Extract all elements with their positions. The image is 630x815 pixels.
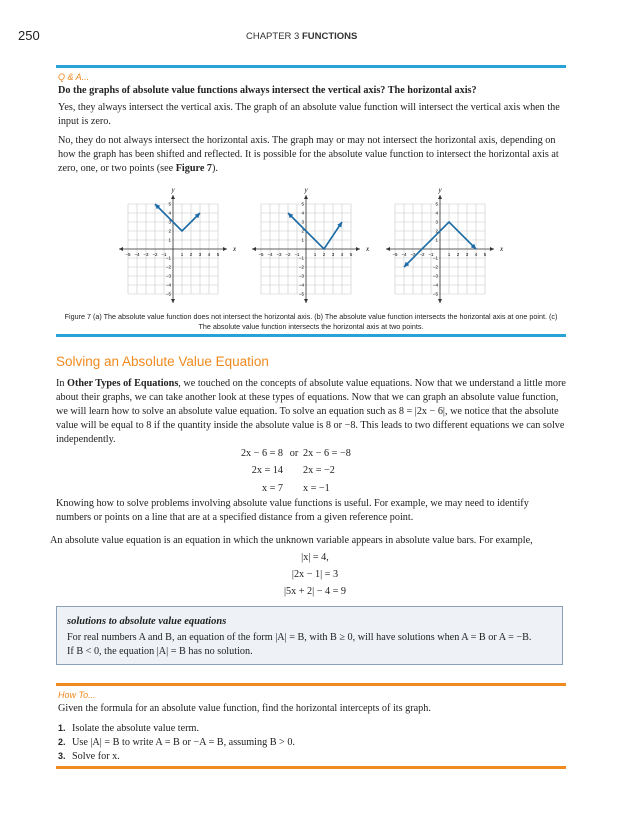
figure-caption <box>56 312 566 332</box>
eq-row-3-right: x = −1 <box>303 483 330 494</box>
y-axis-label: y <box>304 186 308 194</box>
qa-answer-2-text-b: ). <box>212 163 218 174</box>
x-tick-label: 4 <box>207 252 211 257</box>
figure-caption-text-1: (a) The absolute value function does not intersect the horizontal axis. (b) The absolute value function intersects the horizontal axis at one point. (c) <box>92 312 558 321</box>
qa-question: Do the graphs of absolute value functions always intersect the vertical axis? The horizontal axis? <box>58 85 477 96</box>
x-tick-label: 3 <box>465 252 469 257</box>
x-tick-label: −1 <box>161 252 167 257</box>
definition-box <box>56 606 563 665</box>
x-axis-label: x <box>233 245 237 253</box>
y-tick-label: 4 <box>435 210 438 216</box>
absolute-value-line <box>155 201 200 231</box>
howto-step-1-number: 1. <box>58 723 66 733</box>
eq-row-2-right: 2x = −2 <box>303 465 335 476</box>
y-axis-label: y <box>171 186 175 194</box>
y-tick-label: 1 <box>435 237 438 243</box>
x-tick-label: 2 <box>189 252 193 257</box>
y-tick-label: −2 <box>298 264 304 270</box>
chapter-prefix: CHAPTER 3 <box>246 31 300 42</box>
section-para-1 <box>56 377 566 447</box>
y-tick-label: −3 <box>298 273 304 279</box>
x-tick-label: 5 <box>216 252 220 257</box>
howto-step-2-text: Use |A| = B to write A = B or −A = B, assuming B > 0. <box>72 737 295 748</box>
y-tick-label: −2 <box>432 264 438 270</box>
para-1-bold-ref: Other Types of Equations <box>67 378 179 389</box>
x-tick-label: 2 <box>322 252 326 257</box>
x-tick-label: 3 <box>331 252 335 257</box>
y-tick-label: 1 <box>168 237 171 243</box>
qa-top-rule <box>56 65 566 68</box>
howto-label: How To... <box>58 690 96 700</box>
x-tick-label: −1 <box>428 252 434 257</box>
figure-ref: Figure 7 <box>175 163 213 174</box>
y-tick-label: −4 <box>165 282 171 288</box>
howto-step-1-text: Isolate the absolute value term. <box>72 723 200 734</box>
x-tick-label: −4 <box>267 252 273 257</box>
eq-row-3-left: x = 7 <box>261 483 283 494</box>
eq-row-1-left: 2x − 6 = 8 <box>240 448 283 459</box>
y-axis-arrow <box>171 195 175 199</box>
x-tick-label: 2 <box>456 252 460 257</box>
eq-row-1-or: or <box>289 448 299 459</box>
qa-label: Q & A... <box>58 72 90 82</box>
y-tick-label: −3 <box>165 273 171 279</box>
graph-a <box>119 186 237 306</box>
y-tick-label: −5 <box>298 291 304 297</box>
howto-step-3-number: 3. <box>58 751 66 761</box>
x-tick-label: −2 <box>152 252 158 257</box>
x-tick-label: −5 <box>392 252 398 257</box>
qa-answer-1: Yes, they always intersect the vertical axis. The graph of an absolute value function will intersect the vertical axis when the input is zero. <box>58 102 560 127</box>
x-tick-label: 1 <box>313 252 317 257</box>
y-axis-arrow <box>304 299 308 303</box>
x-tick-label: 1 <box>180 252 184 257</box>
graph-c <box>386 186 504 306</box>
x-axis-label: x <box>366 245 370 253</box>
x-tick-label: −5 <box>258 252 264 257</box>
x-tick-label: −4 <box>134 252 140 257</box>
howto-step-1 <box>58 721 199 736</box>
page-number: 250 <box>18 28 40 43</box>
y-tick-label: 3 <box>168 219 171 225</box>
running-header <box>246 31 357 42</box>
x-tick-label: −1 <box>294 252 300 257</box>
howto-step-3 <box>58 749 120 764</box>
y-axis-arrow <box>171 299 175 303</box>
equations-block <box>215 448 415 498</box>
para-1-text-a: In <box>56 378 68 389</box>
y-tick-label: 5 <box>301 201 304 207</box>
y-axis-label: y <box>438 186 442 194</box>
x-axis-arrow <box>490 247 494 251</box>
x-tick-label: 5 <box>349 252 353 257</box>
howto-intro: Given the formula for an absolute value function, find the horizontal intercepts of its graph. <box>58 703 431 714</box>
x-tick-label: 4 <box>340 252 344 257</box>
eq-row-1-right: 2x − 6 = −8 <box>303 448 351 459</box>
figure-caption-label: Figure 7 <box>64 312 91 321</box>
y-axis-arrow <box>304 195 308 199</box>
x-tick-label: 4 <box>474 252 478 257</box>
howto-step-2-number: 2. <box>58 737 66 747</box>
y-tick-label: −4 <box>432 282 438 288</box>
y-tick-label: −1 <box>432 255 438 261</box>
y-tick-label: 2 <box>435 228 438 234</box>
definition-line-1: For real numbers A and B, an equation of the form |A| = B, with B ≥ 0, will have solutions when A = B or A = −B. <box>67 632 532 643</box>
example-3: |5x + 2| − 4 = 9 <box>283 586 347 597</box>
howto-step-3-text: Solve for x. <box>72 751 120 762</box>
y-tick-label: −5 <box>165 291 171 297</box>
y-tick-label: 1 <box>301 237 304 243</box>
y-tick-label: 5 <box>168 201 171 207</box>
y-tick-label: 3 <box>301 219 304 225</box>
x-tick-label: −3 <box>143 252 149 257</box>
x-tick-label: 5 <box>483 252 487 257</box>
definition-title: solutions to absolute value equations <box>67 616 227 627</box>
y-tick-label: 4 <box>301 210 304 216</box>
y-tick-label: −4 <box>298 282 304 288</box>
y-tick-label: 2 <box>301 228 304 234</box>
qa-answer-2 <box>58 134 566 176</box>
x-axis-label: x <box>500 245 504 253</box>
para-1-text-b: , we touched on the concepts of absolute value equations. Now that we understand a little more about their graphs, we can take another look at these types of equations. Now that we can graph an absolute value function, we will learn how to solve an absolute value equation. To solve an equation such as 8 = |2x − 6|, we notice that the absolute value will be equal to 8 if the quantity inside the absolute value is 8 or −8. This leads to two different equations we can solve independently. <box>56 378 566 445</box>
y-tick-label: −1 <box>298 255 304 261</box>
y-tick-label: 2 <box>168 228 171 234</box>
section-para-2: Knowing how to solve problems involving absolute value functions is useful. For example, we may need to identify numbers or points on a line that are at a specified distance from a given reference point. <box>56 498 529 523</box>
x-axis-arrow <box>223 247 227 251</box>
howto-top-rule <box>56 683 566 686</box>
x-tick-label: −2 <box>285 252 291 257</box>
y-tick-label: 5 <box>435 201 438 207</box>
x-tick-label: −4 <box>401 252 407 257</box>
x-tick-label: −2 <box>419 252 425 257</box>
x-tick-label: 3 <box>198 252 202 257</box>
example-1: |x| = 4, <box>301 552 329 563</box>
x-axis-arrow <box>252 247 256 251</box>
section-para-3: An absolute value equation is an equation in which the unknown variable appears in absolute value bars. For example, <box>50 535 533 546</box>
y-tick-label: −3 <box>432 273 438 279</box>
definition-line-2: If B < 0, the equation |A| = B has no solution. <box>67 646 253 657</box>
x-axis-arrow <box>356 247 360 251</box>
example-2: |2x − 1| = 3 <box>291 569 339 580</box>
y-tick-label: −5 <box>432 291 438 297</box>
y-tick-label: 4 <box>168 210 171 216</box>
howto-step-2 <box>58 735 295 750</box>
x-tick-label: −5 <box>125 252 131 257</box>
graph-b <box>252 186 370 306</box>
figure-caption-text-2: The absolute value function intersects the horizontal axis at two points. <box>198 322 424 331</box>
y-axis-arrow <box>438 299 442 303</box>
x-axis-arrow <box>119 247 123 251</box>
section-title: Solving an Absolute Value Equation <box>56 354 269 369</box>
y-axis-arrow <box>438 195 442 199</box>
x-axis-arrow <box>386 247 390 251</box>
figure-7-graphs <box>110 176 510 306</box>
eq-row-2-left: 2x = 14 <box>251 465 283 476</box>
y-tick-label: −1 <box>165 255 171 261</box>
y-tick-label: −2 <box>165 264 171 270</box>
qa-answer-2-text-a: No, they do not always intersect the horizontal axis. The graph may or may not intersect the horizontal axis, depending on how the graph has been shifted and reflected. It is possible for the absolute value function to intersect the horizontal axis at zero, one, or two points (see <box>58 135 559 174</box>
chapter-title: FUNCTIONS <box>301 31 358 42</box>
howto-bottom-rule <box>56 766 566 769</box>
qa-bottom-rule <box>56 334 566 337</box>
x-tick-label: −3 <box>276 252 282 257</box>
x-tick-label: 1 <box>447 252 451 257</box>
x-tick-label: −3 <box>410 252 416 257</box>
y-tick-label: 3 <box>435 219 438 225</box>
